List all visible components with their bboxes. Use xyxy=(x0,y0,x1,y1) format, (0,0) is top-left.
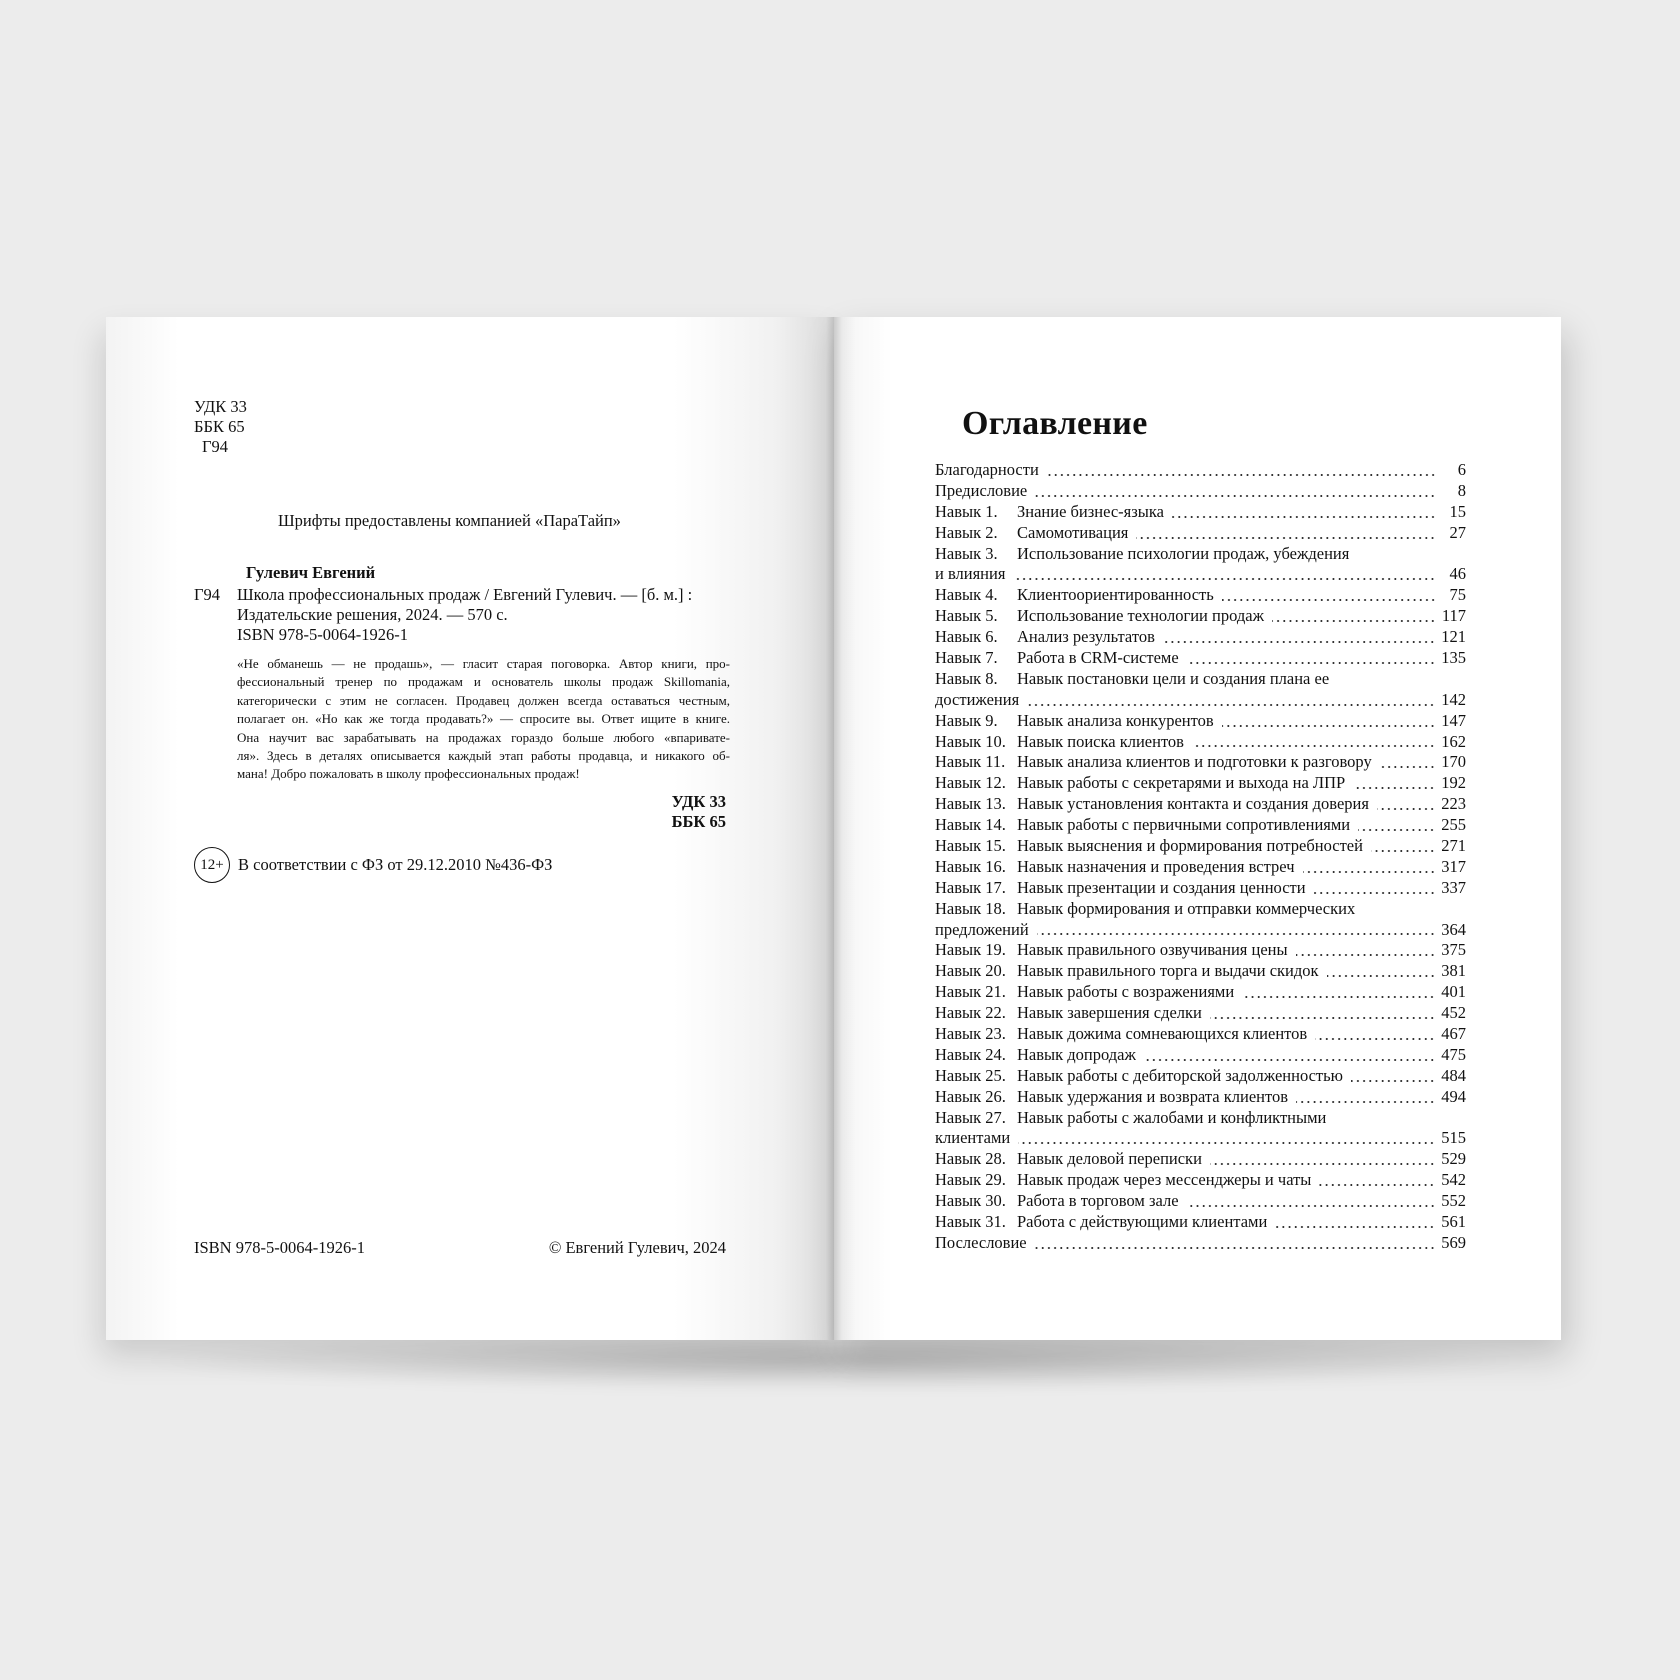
toc-entry xyxy=(935,1212,1466,1233)
toc-dot-leader xyxy=(1163,641,1435,643)
toc-entry-number: Навык 18. xyxy=(935,898,1006,918)
toc-entry-continuation xyxy=(935,1129,1466,1150)
toc-entry xyxy=(935,794,1466,815)
toc-entry xyxy=(935,899,1466,920)
toc-entry-title: Самомотивация xyxy=(1017,522,1129,542)
toc-page-number: 271 xyxy=(1441,836,1466,856)
toc-entry-title: клиентами xyxy=(935,1128,1011,1148)
toc-entry xyxy=(935,711,1466,732)
biblio-line: Издательские решения, 2024. — 570 с. xyxy=(237,605,508,624)
age-rating-block xyxy=(194,847,552,883)
toc-dot-leader xyxy=(1351,1080,1435,1082)
toc-entry-title: Навык дожима сомневающихся клиентов xyxy=(1017,1024,1308,1044)
toc-dot-leader xyxy=(1242,996,1435,998)
classification-codes-bottom xyxy=(672,792,726,832)
toc-entry-number: Навык 25. xyxy=(935,1065,1006,1085)
toc-dot-leader xyxy=(1144,1059,1435,1061)
toc-page-number: 117 xyxy=(1441,606,1466,626)
toc-entry-number: Навык 10. xyxy=(935,731,1006,751)
toc-entry-title: Навык установления контакта и создания доверия xyxy=(1017,794,1369,814)
toc-entry-title: Навык правильного озвучивания цены xyxy=(1017,940,1288,960)
toc-entry-title: Использование психологии продаж, убеждения xyxy=(1017,543,1350,563)
isbn-footer: ISBN 978-5-0064-1926-1 xyxy=(194,1238,365,1257)
toc-entry-continuation xyxy=(935,920,1466,941)
toc-entry xyxy=(935,1003,1466,1024)
toc-dot-leader xyxy=(1035,1247,1436,1249)
toc-entry-number: Навык 9. xyxy=(935,710,998,730)
toc-dot-leader xyxy=(1187,1205,1436,1207)
book-spine-gutter xyxy=(826,317,842,1340)
toc-entry-number: Навык 31. xyxy=(935,1212,1006,1232)
toc-entry-title: предложений xyxy=(935,919,1029,939)
toc-page-number: 147 xyxy=(1441,710,1466,730)
toc-dot-leader xyxy=(1222,599,1436,601)
toc-entry-title: Навык удержания и возврата клиентов xyxy=(1017,1086,1289,1106)
toc-dot-leader xyxy=(1371,850,1435,852)
toc-entry xyxy=(935,1191,1466,1212)
toc-entry xyxy=(935,1066,1466,1087)
toc-page-number: 381 xyxy=(1441,961,1466,981)
toc-entry-continuation xyxy=(935,690,1466,711)
toc-entry-number: Навык 28. xyxy=(935,1149,1006,1169)
annotation-line: категорически с этим не согласен. Продавец должен всегда оставаться честным, xyxy=(237,692,730,708)
toc-entry-title: Навык постановки цели и создания плана ее xyxy=(1017,668,1330,688)
toc-entry-title: Навык презентации и создания ценности xyxy=(1017,877,1306,897)
toc-dot-leader xyxy=(1358,829,1435,831)
toc-dot-leader xyxy=(1037,933,1436,935)
toc-dot-leader xyxy=(1272,620,1436,622)
copyright-notice: © Евгений Гулевич, 2024 xyxy=(548,1238,726,1257)
toc-entry xyxy=(935,773,1466,794)
toc-entry-number: Навык 24. xyxy=(935,1044,1006,1064)
toc-dot-leader xyxy=(1296,954,1436,956)
toc-entry xyxy=(935,878,1466,899)
udk-code-bold: УДК 33 xyxy=(671,792,726,811)
toc-entry xyxy=(935,1233,1466,1254)
toc-dot-leader xyxy=(1296,1101,1435,1103)
toc-dot-leader xyxy=(1315,1038,1435,1040)
toc-page-number: 475 xyxy=(1441,1044,1466,1064)
toc-dot-leader xyxy=(1377,808,1435,810)
toc-page-number: 337 xyxy=(1441,877,1466,897)
toc-entry xyxy=(935,940,1466,961)
toc-entry-number: Навык 6. xyxy=(935,627,998,647)
toc-page-number: 317 xyxy=(1441,856,1466,876)
toc-dot-leader xyxy=(1353,787,1435,789)
toc-dot-leader xyxy=(1275,1226,1435,1228)
toc-entry xyxy=(935,752,1466,773)
toc-dot-leader xyxy=(1172,516,1436,518)
age-rating-note: В соответствии с ФЗ от 29.12.2010 №436-ФЗ xyxy=(238,855,553,874)
toc-page-number: 467 xyxy=(1441,1024,1466,1044)
toc-entry-title: Навык правильного торга и выдачи скидок xyxy=(1017,961,1319,981)
toc-entry xyxy=(935,961,1466,982)
annotation-line: полагает он. «Но как же тогда продавать?» — спросите вы. Ответ ищите в книге. xyxy=(237,711,730,727)
toc-page-number: 8 xyxy=(1457,480,1466,500)
toc-dot-leader xyxy=(1380,766,1436,768)
toc-entry-title: Навык допродаж xyxy=(1017,1044,1136,1064)
toc-entry xyxy=(935,815,1466,836)
toc-entry-title: Навык формирования и отправки коммерческих xyxy=(1017,898,1356,918)
toc-entry-title: Работа с действующими клиентами xyxy=(1017,1212,1268,1232)
toc-entry xyxy=(935,502,1466,523)
toc-page-number: 569 xyxy=(1441,1232,1466,1252)
toc-entry-title: Навык деловой переписки xyxy=(1017,1149,1202,1169)
toc-entry xyxy=(935,648,1466,669)
toc-page-number: 75 xyxy=(1449,585,1466,605)
toc-entry xyxy=(935,857,1466,878)
bbk-code-bold: ББК 65 xyxy=(671,812,726,831)
toc-entry-title: Послесловие xyxy=(935,1232,1027,1252)
toc-entry-title: Навык работы с возражениями xyxy=(1017,982,1235,1002)
toc-entry-title: Работа в CRM-системе xyxy=(1017,648,1179,667)
toc-entry-number: Навык 26. xyxy=(935,1086,1006,1106)
toc-entry-title: Навык поиска клиентов xyxy=(1017,731,1184,751)
toc-entry xyxy=(935,460,1466,481)
toc-page-number: 484 xyxy=(1441,1065,1466,1085)
contents-title: Оглавление xyxy=(962,405,1148,442)
toc-entry-title: Навык завершения сделки xyxy=(1017,1003,1202,1023)
toc-dot-leader xyxy=(1013,578,1436,580)
toc-entry-number: Навык 1. xyxy=(935,501,998,521)
toc-entry xyxy=(935,1170,1466,1191)
toc-entry xyxy=(935,627,1466,648)
toc-dot-leader xyxy=(1047,474,1436,476)
toc-page-number: 135 xyxy=(1441,648,1466,667)
toc-entry-title: Навык анализа конкурентов xyxy=(1017,710,1214,730)
toc-page-number: 46 xyxy=(1449,564,1466,584)
toc-entry-number: Навык 29. xyxy=(935,1170,1006,1190)
toc-entry-number: Навык 3. xyxy=(935,543,998,563)
biblio-line: Школа профессиональных продаж / Евгений Гулевич. — [б. м.] : xyxy=(237,585,693,604)
toc-page-number: 375 xyxy=(1441,940,1466,960)
toc-entry xyxy=(935,1045,1466,1066)
toc-entry-number: Навык 15. xyxy=(935,836,1006,856)
toc-dot-leader xyxy=(1210,1163,1435,1165)
toc-dot-leader xyxy=(1018,1142,1435,1144)
toc-entry xyxy=(935,523,1466,544)
toc-dot-leader xyxy=(1327,975,1436,977)
udk-code: УДК 33 xyxy=(194,397,247,416)
toc-page-number: 170 xyxy=(1441,752,1466,772)
toc-entry-title: и влияния xyxy=(935,564,1006,584)
toc-entry xyxy=(935,732,1466,753)
toc-entry-number: Навык 27. xyxy=(935,1107,1006,1127)
toc-page-number: 364 xyxy=(1441,919,1466,939)
toc-entry-title: Клиентоориентированность xyxy=(1017,585,1214,605)
toc-entry-number: Навык 17. xyxy=(935,877,1006,897)
toc-page-number: 494 xyxy=(1441,1086,1466,1106)
toc-page-number: 401 xyxy=(1441,982,1466,1002)
toc-entry xyxy=(935,544,1466,565)
age-rating-badge: 12+ xyxy=(194,847,230,883)
toc-page-number: 27 xyxy=(1449,522,1466,542)
toc-dot-leader xyxy=(1192,745,1435,747)
toc-entry-title: Навык анализа клиентов и подготовки к разговору xyxy=(1017,752,1372,772)
toc-entry-number: Навык 13. xyxy=(935,794,1006,814)
toc-entry-title: Навык работы с дебиторской задолженностью xyxy=(1017,1065,1343,1085)
toc-entry-number: Навык 23. xyxy=(935,1024,1006,1044)
toc-dot-leader xyxy=(1035,495,1436,497)
toc-dot-leader xyxy=(1303,871,1436,873)
right-page-contents xyxy=(834,317,1561,1340)
annotation-line: ля». Здесь в деталях описывается каждый этап работы продавца, и никакого об- xyxy=(237,748,730,764)
toc-page-number: 192 xyxy=(1441,773,1466,793)
toc-entry xyxy=(935,982,1466,1003)
toc-page-number: 121 xyxy=(1441,627,1466,647)
toc-entry-title: Анализ результатов xyxy=(1017,627,1155,647)
toc-entry-number: Навык 2. xyxy=(935,522,998,542)
toc-page-number: 452 xyxy=(1441,1003,1466,1023)
toc-page-number: 561 xyxy=(1441,1212,1466,1232)
toc-entry-title: Работа в торговом зале xyxy=(1017,1191,1179,1211)
toc-page-number: 255 xyxy=(1441,815,1466,835)
toc-page-number: 223 xyxy=(1441,794,1466,814)
toc-entry xyxy=(935,606,1466,627)
author-mark-code: Г94 xyxy=(202,437,229,456)
toc-page-number: 552 xyxy=(1441,1191,1466,1211)
toc-dot-leader xyxy=(1319,1184,1435,1186)
table-of-contents xyxy=(935,460,1466,1254)
classification-codes-top xyxy=(194,397,247,457)
toc-entry-title: Благодарности xyxy=(935,459,1039,479)
annotation-line: фессиональный тренер по продажам и основатель школы продаж Skillomania, xyxy=(237,674,730,690)
bbk-code: ББК 65 xyxy=(194,417,245,436)
toc-entry-number: Навык 5. xyxy=(935,606,998,626)
toc-entry xyxy=(935,585,1466,606)
toc-entry-number: Навык 8. xyxy=(935,668,998,688)
toc-entry-title: Предисловие xyxy=(935,480,1028,500)
left-page-imprint xyxy=(106,317,834,1340)
book-annotation xyxy=(237,655,730,784)
annotation-line: мана! Добро пожаловать в школу профессиональных продаж! xyxy=(237,766,580,782)
annotation-line: Она научит вас зарабатывать на продажах гораздо больше любого «впаривате- xyxy=(237,729,730,745)
toc-entry-title: Знание бизнес-языка xyxy=(1017,501,1164,521)
author-heading: Гулевич Евгений xyxy=(246,563,376,582)
bibliographic-record xyxy=(237,585,692,645)
toc-dot-leader xyxy=(1210,1017,1435,1019)
toc-entry-title: Навык работы с жалобами и конфликтными xyxy=(1017,1107,1327,1127)
toc-entry-title: Навык выяснения и формирования потребностей xyxy=(1017,836,1363,856)
toc-entry-title: Навык назначения и проведения встреч xyxy=(1017,856,1295,876)
toc-entry-number: Навык 30. xyxy=(935,1191,1006,1211)
toc-entry-number: Навык 4. xyxy=(935,585,998,605)
toc-entry-number: Навык 14. xyxy=(935,815,1006,835)
toc-entry-number: Навык 21. xyxy=(935,982,1006,1002)
toc-page-number: 529 xyxy=(1441,1149,1466,1169)
toc-entry-title: Навык работы с первичными сопротивлениями xyxy=(1017,815,1351,835)
biblio-isbn: ISBN 978-5-0064-1926-1 xyxy=(237,625,408,644)
toc-page-number: 142 xyxy=(1441,689,1466,709)
author-mark-side: Г94 xyxy=(194,585,221,604)
toc-entry xyxy=(935,1149,1466,1170)
toc-entry-number: Навык 22. xyxy=(935,1003,1006,1023)
toc-entry-number: Навык 12. xyxy=(935,773,1006,793)
fonts-credit: Шрифты предоставлены компанией «ПараТайп» xyxy=(278,511,621,530)
toc-entry-number: Навык 19. xyxy=(935,940,1006,960)
toc-entry xyxy=(935,1024,1466,1045)
toc-entry-number: Навык 7. xyxy=(935,648,998,667)
toc-page-number: 6 xyxy=(1457,459,1466,479)
toc-entry-title: Навык работы с секретарями и выхода на ЛПР xyxy=(1017,773,1346,793)
toc-entry-number: Навык 11. xyxy=(935,752,1006,772)
toc-entry xyxy=(935,836,1466,857)
toc-dot-leader xyxy=(1027,704,1435,706)
toc-entry-title: Использование технологии продаж xyxy=(1017,606,1264,626)
toc-entry-number: Навык 20. xyxy=(935,961,1006,981)
annotation-line: «Не обманешь — не продашь», — гласит старая поговорка. Автор книги, про- xyxy=(237,656,730,671)
toc-dot-leader xyxy=(1314,892,1436,894)
toc-page-number: 515 xyxy=(1441,1128,1466,1148)
toc-entry-title: достижения xyxy=(935,689,1020,709)
toc-dot-leader xyxy=(1187,662,1436,664)
toc-page-number: 542 xyxy=(1441,1170,1466,1190)
toc-dot-leader xyxy=(1222,725,1436,727)
toc-page-number: 15 xyxy=(1449,501,1466,521)
toc-entry xyxy=(935,669,1466,690)
toc-entry-continuation xyxy=(935,564,1466,585)
toc-entry-number: Навык 16. xyxy=(935,856,1006,876)
toc-entry xyxy=(935,481,1466,502)
toc-entry xyxy=(935,1087,1466,1108)
toc-page-number: 162 xyxy=(1441,731,1466,751)
toc-entry xyxy=(935,1108,1466,1129)
toc-dot-leader xyxy=(1136,537,1436,539)
toc-entry-title: Навык продаж через мессенджеры и чаты xyxy=(1017,1170,1312,1190)
